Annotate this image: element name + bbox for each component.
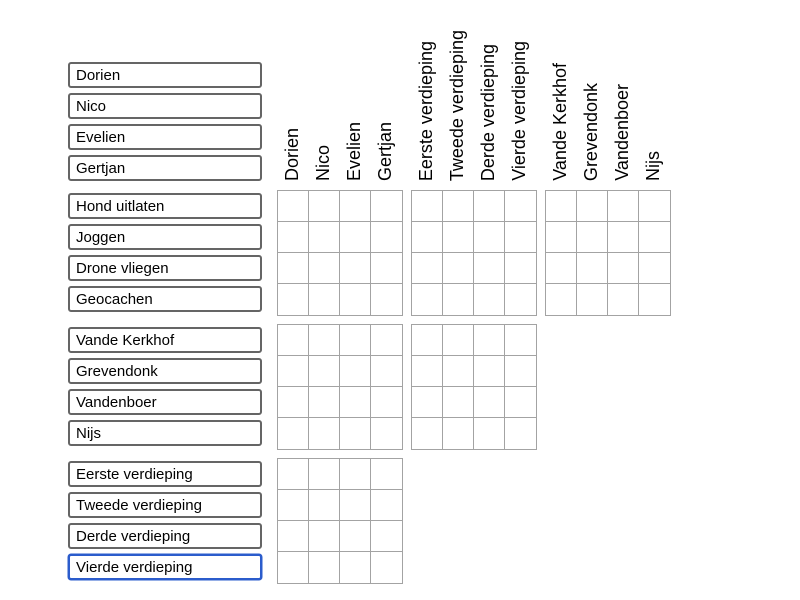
grid-cell[interactable] bbox=[340, 356, 371, 387]
label-input-activities-0[interactable] bbox=[68, 193, 262, 219]
grid-cell[interactable] bbox=[443, 191, 474, 222]
grid-cell[interactable] bbox=[340, 459, 371, 490]
grid-cell[interactable] bbox=[474, 253, 505, 284]
column-group-floors bbox=[411, 30, 537, 181]
grid-cell[interactable] bbox=[340, 387, 371, 418]
grid-cell[interactable] bbox=[371, 191, 402, 222]
column-header bbox=[607, 84, 638, 181]
label-input-activities-1[interactable] bbox=[68, 224, 262, 250]
grid-cell[interactable] bbox=[443, 387, 474, 418]
grid-cell[interactable] bbox=[309, 222, 340, 253]
grid-row-activities bbox=[68, 190, 800, 316]
grid-cell[interactable] bbox=[340, 490, 371, 521]
grid-cell[interactable] bbox=[474, 325, 505, 356]
grid-cell[interactable] bbox=[412, 356, 443, 387]
grid-cell[interactable] bbox=[309, 284, 340, 315]
grid-cell[interactable] bbox=[340, 552, 371, 583]
column-header bbox=[411, 41, 442, 181]
label-input-activities-3[interactable] bbox=[68, 286, 262, 312]
column-header bbox=[308, 145, 339, 181]
label-input-surnames-1[interactable] bbox=[68, 358, 262, 384]
grid-cell[interactable] bbox=[505, 356, 536, 387]
column-header bbox=[545, 63, 576, 181]
grid-row-surnames bbox=[68, 324, 800, 450]
grid-cell[interactable] bbox=[443, 222, 474, 253]
grid-cell[interactable] bbox=[309, 325, 340, 356]
grid-cell[interactable] bbox=[412, 418, 443, 449]
grid-cell[interactable] bbox=[639, 253, 670, 284]
grid-cell[interactable] bbox=[412, 253, 443, 284]
grid-cell[interactable] bbox=[278, 191, 309, 222]
grid-cell[interactable] bbox=[371, 387, 402, 418]
grid-cell[interactable] bbox=[474, 356, 505, 387]
column-header-label: Tweede verdieping bbox=[447, 29, 467, 181]
grid-cell[interactable] bbox=[309, 356, 340, 387]
grid-cell[interactable] bbox=[577, 191, 608, 222]
grid-block-surnames-names bbox=[277, 324, 403, 450]
grid-block-activities-surnames bbox=[545, 190, 671, 316]
label-group-surnames bbox=[68, 324, 262, 446]
column-header bbox=[339, 122, 370, 181]
grid-cell[interactable] bbox=[639, 222, 670, 253]
grid-cell[interactable] bbox=[443, 325, 474, 356]
label-input-surnames-2[interactable] bbox=[68, 389, 262, 415]
grid-cell[interactable] bbox=[546, 191, 577, 222]
label-input-names-1[interactable] bbox=[68, 93, 262, 119]
grid-cell[interactable] bbox=[608, 253, 639, 284]
grid-cell[interactable] bbox=[278, 418, 309, 449]
grid-cell[interactable] bbox=[412, 191, 443, 222]
grid-cell[interactable] bbox=[371, 284, 402, 315]
grid-cell[interactable] bbox=[371, 222, 402, 253]
grid-cell[interactable] bbox=[309, 552, 340, 583]
column-header bbox=[638, 151, 669, 181]
grid-cell[interactable] bbox=[278, 284, 309, 315]
grid-cell[interactable] bbox=[371, 490, 402, 521]
label-group-names bbox=[68, 62, 262, 181]
grid-cell[interactable] bbox=[309, 418, 340, 449]
grid-cell[interactable] bbox=[278, 222, 309, 253]
grid-cell[interactable] bbox=[278, 356, 309, 387]
grid-cell[interactable] bbox=[639, 191, 670, 222]
grid-cell[interactable] bbox=[474, 284, 505, 315]
grid-cell[interactable] bbox=[309, 490, 340, 521]
grid-cell[interactable] bbox=[340, 191, 371, 222]
grid-cell[interactable] bbox=[340, 418, 371, 449]
grid-cell[interactable] bbox=[309, 191, 340, 222]
grid-cell[interactable] bbox=[608, 284, 639, 315]
grid-cell[interactable] bbox=[371, 552, 402, 583]
column-header-label: Grevendonk bbox=[581, 82, 601, 181]
grid-cell[interactable] bbox=[278, 325, 309, 356]
grid-cell[interactable] bbox=[577, 284, 608, 315]
grid-cell[interactable] bbox=[412, 387, 443, 418]
grid-cell[interactable] bbox=[309, 521, 340, 552]
grid-cell[interactable] bbox=[340, 325, 371, 356]
grid-cell[interactable] bbox=[371, 356, 402, 387]
label-input-surnames-0[interactable] bbox=[68, 327, 262, 353]
grid-block-activities-names bbox=[277, 190, 403, 316]
column-header-label: Dorien bbox=[282, 127, 302, 181]
grid-cell[interactable] bbox=[340, 253, 371, 284]
column-header-label: Evelien bbox=[344, 121, 364, 181]
grid-cell[interactable] bbox=[278, 521, 309, 552]
column-header-label: Vande Kerkhof bbox=[550, 63, 570, 181]
label-input-names-2[interactable] bbox=[68, 124, 262, 150]
label-input-activities-2[interactable] bbox=[68, 255, 262, 281]
grid-cell[interactable] bbox=[546, 253, 577, 284]
grid-cell[interactable] bbox=[412, 284, 443, 315]
grid-cell[interactable] bbox=[474, 387, 505, 418]
grid-cell[interactable] bbox=[412, 222, 443, 253]
grid-cell[interactable] bbox=[505, 387, 536, 418]
grid-cell[interactable] bbox=[474, 191, 505, 222]
label-group-floors bbox=[68, 458, 262, 580]
column-header-label: Derde verdieping bbox=[478, 43, 498, 181]
grid-cell[interactable] bbox=[505, 284, 536, 315]
grid-cell[interactable] bbox=[278, 459, 309, 490]
logic-puzzle-board bbox=[68, 11, 800, 584]
grid-cell[interactable] bbox=[309, 459, 340, 490]
grid-cell[interactable] bbox=[278, 387, 309, 418]
grid-cell[interactable] bbox=[577, 253, 608, 284]
grid-cell[interactable] bbox=[546, 284, 577, 315]
grid-cell[interactable] bbox=[340, 521, 371, 552]
column-group-names bbox=[277, 122, 403, 181]
label-group-activities bbox=[68, 190, 262, 312]
grid-block-surnames-floors bbox=[411, 324, 537, 450]
grid-cell[interactable] bbox=[577, 222, 608, 253]
grid-cell[interactable] bbox=[505, 191, 536, 222]
grid-cell[interactable] bbox=[443, 253, 474, 284]
column-header bbox=[442, 30, 473, 181]
label-input-names-0[interactable] bbox=[68, 62, 262, 88]
label-input-names-3[interactable] bbox=[68, 155, 262, 181]
column-header bbox=[576, 83, 607, 181]
grid-cell[interactable] bbox=[443, 356, 474, 387]
column-header-label: Nijs bbox=[643, 151, 663, 181]
column-header-label: Vandenboer bbox=[612, 84, 632, 181]
grid-cell[interactable] bbox=[474, 222, 505, 253]
grid-cell[interactable] bbox=[371, 418, 402, 449]
column-header-label: Gertjan bbox=[375, 121, 395, 181]
grid-cell[interactable] bbox=[474, 418, 505, 449]
label-input-floors-2[interactable] bbox=[68, 523, 262, 549]
grid-cell[interactable] bbox=[371, 521, 402, 552]
grid-cell[interactable] bbox=[309, 387, 340, 418]
grid-cell[interactable] bbox=[340, 284, 371, 315]
grid-cell[interactable] bbox=[505, 253, 536, 284]
column-header-row bbox=[68, 11, 800, 181]
grid-block-floors-names bbox=[277, 458, 403, 584]
grid-cell[interactable] bbox=[443, 418, 474, 449]
label-input-surnames-3[interactable] bbox=[68, 420, 262, 446]
grid-cell[interactable] bbox=[371, 253, 402, 284]
grid-cell[interactable] bbox=[505, 325, 536, 356]
grid-block-activities-floors bbox=[411, 190, 537, 316]
label-input-floors-1[interactable] bbox=[68, 492, 262, 518]
grid-cell[interactable] bbox=[546, 222, 577, 253]
grid-cell[interactable] bbox=[505, 222, 536, 253]
column-header bbox=[473, 44, 504, 181]
grid-cell[interactable] bbox=[278, 490, 309, 521]
column-header bbox=[277, 128, 308, 181]
grid-cell[interactable] bbox=[278, 253, 309, 284]
grid-cell[interactable] bbox=[340, 222, 371, 253]
grid-cell[interactable] bbox=[443, 284, 474, 315]
column-header-label: Vierde verdieping bbox=[509, 41, 529, 181]
column-header-label: Eerste verdieping bbox=[416, 40, 436, 181]
grid-cell[interactable] bbox=[309, 253, 340, 284]
column-header-label: Nico bbox=[313, 144, 333, 181]
column-header bbox=[504, 41, 535, 181]
grid-cell[interactable] bbox=[371, 325, 402, 356]
column-header bbox=[370, 122, 401, 181]
label-input-floors-0[interactable] bbox=[68, 461, 262, 487]
grid-row-floors bbox=[68, 458, 800, 584]
grid-cell[interactable] bbox=[639, 284, 670, 315]
grid-cell[interactable] bbox=[608, 191, 639, 222]
label-input-floors-3[interactable] bbox=[68, 554, 262, 580]
grid-cell[interactable] bbox=[278, 552, 309, 583]
column-group-surnames bbox=[545, 63, 671, 181]
grid-cell[interactable] bbox=[505, 418, 536, 449]
grid-cell[interactable] bbox=[371, 459, 402, 490]
grid-cell[interactable] bbox=[608, 222, 639, 253]
grid-cell[interactable] bbox=[412, 325, 443, 356]
